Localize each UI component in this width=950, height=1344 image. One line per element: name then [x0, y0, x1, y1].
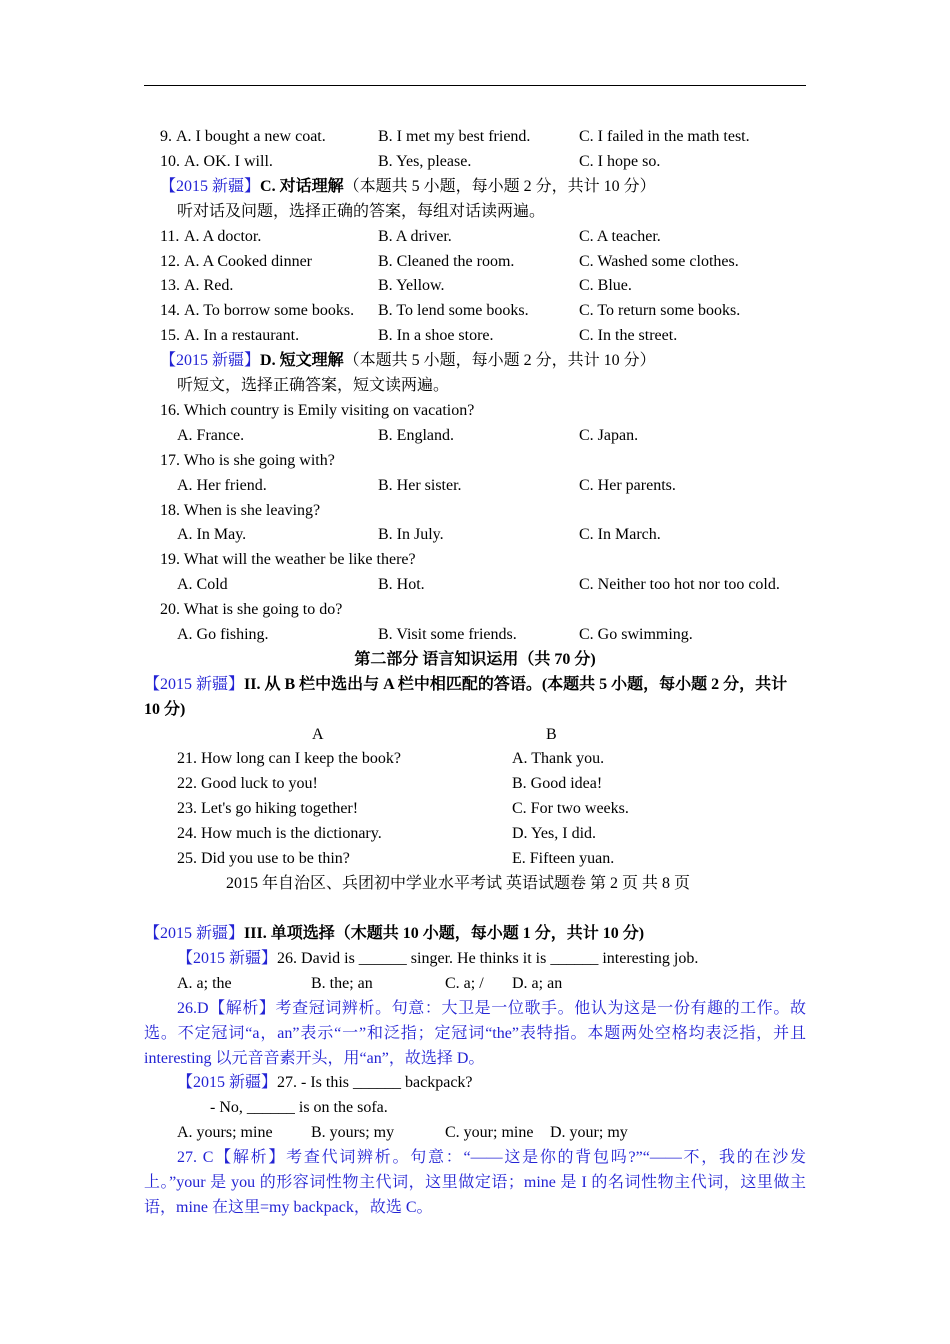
match-question: 25. Did you use to be thin? [177, 850, 350, 867]
match-header [0, 725, 950, 745]
question-row [0, 152, 950, 172]
section-instruction: 听对话及问题，选择正确的答案，每组对话读两遍。 [177, 203, 546, 220]
option-c: C. Go swimming. [579, 626, 693, 643]
question-row [0, 227, 950, 247]
source-tag: 【2015 新疆】 [177, 950, 278, 967]
option-b: B. the; an [311, 975, 373, 992]
option-c: C. I hope so. [579, 153, 661, 170]
section-title: D. 短文理解 [260, 352, 344, 369]
question-stem-reply: - No, ______ is on the sofa. [210, 1099, 388, 1116]
option-c: C. A teacher. [579, 228, 661, 245]
option-a: A. I bought a new coat. [176, 128, 326, 145]
option-b: B. Her sister. [378, 477, 462, 494]
option-c: C. a; / [445, 975, 484, 992]
question-row [0, 326, 950, 346]
source-tag: 【2015 新疆】 [160, 178, 261, 195]
option-a: A. To borrow some books. [184, 302, 355, 319]
question-stem: 27. - Is this ______ backpack? [277, 1074, 473, 1091]
option-a: A. Her friend. [177, 477, 267, 494]
section-heading-ii [144, 675, 787, 695]
option-b: B. To lend some books. [378, 302, 529, 319]
question-row [0, 127, 950, 147]
option-row [0, 525, 950, 545]
option-b: B. A driver. [378, 228, 452, 245]
option-b: B. England. [378, 427, 454, 444]
match-question: 24. How much is the dictionary. [177, 825, 382, 842]
match-answer: E. Fifteen yuan. [512, 850, 615, 867]
match-question: 22. Good luck to you! [177, 775, 318, 792]
option-d: D. a; an [512, 975, 563, 992]
section-title: C. 对话理解 [260, 178, 344, 195]
match-answer: D. Yes, I did. [512, 825, 597, 842]
option-a: A. France. [177, 427, 245, 444]
page-footer: 2015 年自治区、兵团初中学业水平考试 英语试题卷 第 2 页 共 8 页 [226, 875, 691, 892]
option-b: B. yours; my [311, 1124, 395, 1141]
column-a-head: A [312, 726, 324, 743]
question-number: 11. [160, 228, 180, 245]
match-row [0, 849, 950, 869]
option-a: A. Cold [177, 576, 228, 593]
question-number: 13. [160, 277, 180, 294]
match-question: 23. Let's go hiking together! [177, 800, 359, 817]
option-row [0, 426, 950, 446]
option-c: C. In March. [579, 526, 661, 543]
section-heading-c [160, 177, 656, 197]
option-b: B. Yellow. [378, 277, 445, 294]
option-c: C. Japan. [579, 427, 639, 444]
option-b: B. In July. [378, 526, 444, 543]
option-c: C. To return some books. [579, 302, 741, 319]
match-row [0, 749, 950, 769]
question-number: 9. [160, 128, 172, 145]
match-answer: C. For two weeks. [512, 800, 629, 817]
option-row [0, 625, 950, 645]
match-answer: B. Good idea! [512, 775, 603, 792]
option-row [0, 974, 950, 994]
section-title: II. 从 B 栏中选出与 A 栏中相匹配的答语。(本题共 5 小题，每小题 2 分，共计 [244, 676, 788, 693]
option-a: A. Go fishing. [177, 626, 269, 643]
question-row [0, 301, 950, 321]
question-row [0, 276, 950, 296]
question-stem: 18. When is she leaving? [160, 502, 321, 519]
match-answer: A. Thank you. [512, 750, 605, 767]
option-c: C. your; mine [445, 1124, 534, 1141]
option-a: A. A Cooked dinner [184, 253, 312, 270]
option-b: B. I met my best friend. [378, 128, 531, 145]
option-c: C. In the street. [579, 327, 678, 344]
question-number: 12. [160, 253, 180, 270]
option-c: C. I failed in the math test. [579, 128, 750, 145]
option-a: A. a; the [177, 975, 232, 992]
option-a: A. In a restaurant. [184, 327, 300, 344]
question-27-stem [177, 1073, 473, 1093]
match-row [0, 774, 950, 794]
section-note: （本题共 5 小题，每小题 2 分，共计 10 分） [343, 352, 656, 369]
match-question: 21. How long can I keep the book? [177, 750, 401, 767]
question-row [0, 252, 950, 272]
question-stem: 19. What will the weather be like there? [160, 551, 416, 568]
answer-explanation: 27. C【解析】考查代词辨析。句意：“——这是你的背包吗?”“——不，我的在沙发上。”your 是 you 的形容词性物主代词，这里做定语；mine 是 I 的名词性物主代词，这里做主语，mine 在这里=my backpack，故选 C。 [144, 1149, 806, 1216]
section-heading-d [160, 351, 656, 371]
question-stem: 17. Who is she going with? [160, 452, 335, 469]
answer-explanation: 26.D【解析】考查冠词辨析。句意：大卫是一位歌手。他认为这是一份有趣的工作。故选。不定冠词“a，an”表示“一”和泛指；定冠词“the”表特指。本题两处空格均表泛指，并且 interesting 以元音音素开头，用“an”，故选择 D。 [144, 1000, 806, 1067]
section-instruction: 听短文，选择正确答案，短文读两遍。 [177, 377, 450, 394]
column-b-head: B [546, 726, 557, 743]
section-heading-iii [144, 924, 644, 944]
header-rule [144, 85, 806, 86]
option-c: C. Blue. [579, 277, 632, 294]
question-number: 14. [160, 302, 180, 319]
option-a: A. yours; mine [177, 1124, 273, 1141]
option-row [0, 1123, 950, 1143]
option-b: B. Cleaned the room. [378, 253, 515, 270]
option-a: A. OK. I will. [184, 153, 273, 170]
option-row [0, 575, 950, 595]
option-b: B. In a shoe store. [378, 327, 494, 344]
option-a: A. A doctor. [184, 228, 262, 245]
option-b: B. Yes, please. [378, 153, 472, 170]
source-tag: 【2015 新疆】 [144, 676, 245, 693]
section-note: （本题共 5 小题，每小题 2 分，共计 10 分） [343, 178, 656, 195]
source-tag: 【2015 新疆】 [177, 1074, 278, 1091]
option-b: B. Visit some friends. [378, 626, 517, 643]
option-c: C. Her parents. [579, 477, 676, 494]
match-row [0, 799, 950, 819]
option-d: D. your; my [550, 1124, 628, 1141]
part-title: 第二部分 语言知识运用（共 70 分) [354, 651, 596, 668]
option-b: B. Hot. [378, 576, 425, 593]
option-a: A. In May. [177, 526, 247, 543]
option-c: C. Neither too hot nor too cold. [579, 576, 780, 593]
question-26-stem [177, 949, 698, 969]
option-c: C. Washed some clothes. [579, 253, 739, 270]
question-number: 10. [160, 153, 180, 170]
source-tag: 【2015 新疆】 [144, 925, 245, 942]
source-tag: 【2015 新疆】 [160, 352, 261, 369]
question-stem: 26. David is ______ singer. He thinks it is ______ interesting job. [277, 950, 699, 967]
question-stem: 16. Which country is Emily visiting on vacation? [160, 402, 475, 419]
section-title: III. 单项选择（木题共 10 小题，每小题 1 分，共计 10 分) [244, 925, 645, 942]
option-a: A. Red. [184, 277, 234, 294]
section-title-continued: 10 分) [144, 701, 186, 718]
question-stem: 20. What is she going to do? [160, 601, 343, 618]
option-row [0, 476, 950, 496]
question-number: 15. [160, 327, 180, 344]
match-row [0, 824, 950, 844]
